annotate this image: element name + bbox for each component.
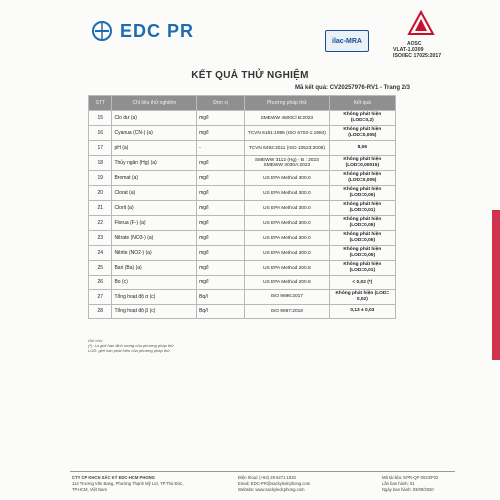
- cell-method: US EPA Method 300.0: [245, 171, 330, 186]
- cell-name: Florua (F-) (a): [112, 216, 197, 231]
- ilac-mra-badge: ilac-MRA: [325, 30, 369, 52]
- cell-result: < 0,02 (*): [329, 276, 395, 290]
- cell-method: US EPA Method 200.8: [245, 261, 330, 276]
- document-title: KẾT QUẢ THỬ NGHIỆM: [191, 70, 309, 81]
- cell-unit: Bq/l: [197, 289, 245, 304]
- cell-unit: mg/l: [197, 231, 245, 246]
- cell-stt: 17: [89, 141, 112, 156]
- edge-stamp-icon: [492, 210, 500, 360]
- table-row: [89, 186, 396, 201]
- cell-stt: 27: [89, 289, 112, 304]
- notes-title: Ghi chú:: [88, 338, 103, 343]
- cell-stt: 18: [89, 156, 112, 171]
- footer-doc-meta: [382, 475, 438, 493]
- cell-stt: 26: [89, 276, 112, 290]
- col-method: Phương pháp thử: [245, 96, 330, 111]
- cell-result: Không phát hiện (LOD=0,01): [329, 261, 395, 276]
- contact-email: Email: EDC-PR@sackyledcphong.com: [238, 481, 311, 486]
- table-row: [89, 141, 396, 156]
- aosc-accreditation: [393, 10, 463, 59]
- table-row: [89, 111, 396, 126]
- cell-unit: mg/l: [197, 126, 245, 141]
- cell-name: Clo dư (a): [112, 111, 197, 126]
- table-row: [89, 201, 396, 216]
- company-address: 114 Trương Văn Bang, Phường Thạnh Mỹ Lợi, TP.Thủ Đức,: [72, 481, 184, 486]
- cell-result: Không phát hiện (LOD=0,00015): [329, 156, 395, 171]
- cell-stt: 21: [89, 201, 112, 216]
- cell-unit: -: [197, 141, 245, 156]
- company-name: CTY CP KHCN SẮC KÝ EDC-HCM PHONG: [72, 475, 155, 480]
- cell-stt: 16: [89, 126, 112, 141]
- cell-result: Không phát hiện (LOD=0,005): [329, 126, 395, 141]
- cell-unit: mg/l: [197, 186, 245, 201]
- cell-unit: Bq/l: [197, 304, 245, 318]
- cell-stt: 23: [89, 231, 112, 246]
- cell-unit: mg/l: [197, 276, 245, 290]
- results-table: [88, 95, 396, 319]
- cell-result: Không phát hiện (LOD=0,2): [329, 111, 395, 126]
- cell-unit: mg/l: [197, 261, 245, 276]
- cell-stt: 22: [89, 216, 112, 231]
- cell-name: Bari (Ba) (a): [112, 261, 197, 276]
- doc-date: Ngày ban hành: 03/09/2020: [382, 487, 434, 492]
- notes: [88, 338, 396, 353]
- contact-website: Website: www.sackyledcphong.com: [238, 487, 305, 492]
- cell-result: 8,06: [329, 141, 395, 156]
- table-row: [89, 304, 396, 318]
- cell-method: US EPA Method 300.0: [245, 246, 330, 261]
- aosc-line-1: VLAT-1.0309: [393, 47, 424, 53]
- cell-unit: mg/l: [197, 171, 245, 186]
- cell-result: Không phát hiện (LOD=0,005): [329, 171, 395, 186]
- aosc-line-2: ISO/IEC 17025:2017: [393, 53, 442, 59]
- table-row: [89, 156, 396, 171]
- col-parameter: Chỉ tiêu thử nghiệm: [112, 96, 197, 111]
- cell-result: Không phát hiện (LOD=0,05): [329, 246, 395, 261]
- company-logo: [90, 20, 194, 42]
- footer-contact: [238, 475, 310, 493]
- cell-result: Không phát hiện (LOD=0,05): [329, 186, 395, 201]
- table-row: [89, 126, 396, 141]
- col-stt: STT: [89, 96, 112, 111]
- table-row: [89, 231, 396, 246]
- cell-unit: mg/l: [197, 156, 245, 171]
- table-row: [89, 171, 396, 186]
- cell-result: Không phát hiện (LOD=0,05): [329, 231, 395, 246]
- cell-name: Nitrate (NO3-) (a): [112, 231, 197, 246]
- cell-stt: 25: [89, 261, 112, 276]
- table-row: [89, 289, 396, 304]
- cell-name: Tổng hoạt độ α (c): [112, 289, 197, 304]
- cell-stt: 19: [89, 171, 112, 186]
- table-row: [89, 261, 396, 276]
- cell-name: Bromat (a): [112, 171, 197, 186]
- cell-method: TCVN 6181:1996 (ISO 6703-1:1984): [245, 126, 330, 141]
- cell-method: ISO 9696:2017: [245, 289, 330, 304]
- result-code: Mã kết quả: CV20257976-RV1 - Trang 2/3: [295, 85, 410, 91]
- cell-name: Tổng hoạt độ β (c): [112, 304, 197, 318]
- cell-result: Không phát hiện (LOD=0,05): [329, 216, 395, 231]
- doc-code: Mã tài liệu: EPR-QF-0023/F02: [382, 475, 439, 480]
- note-line: (*): Là giới hạn định lượng của phương pháp thử: [88, 343, 174, 348]
- cell-method: US EPA Method 300.0: [245, 186, 330, 201]
- footer-company: [72, 475, 184, 493]
- aosc-emblem-icon: [407, 10, 435, 36]
- table-row: [89, 246, 396, 261]
- cell-name: Clorit (a): [112, 201, 197, 216]
- logo-text: EDC PR: [120, 20, 195, 41]
- table-header-row: [89, 96, 396, 111]
- cell-name: Clorat (a): [112, 186, 197, 201]
- cell-method: US EPA Method 200.8: [245, 276, 330, 290]
- cell-stt: 28: [89, 304, 112, 318]
- edc-logo-icon: [90, 20, 114, 42]
- contact-phone: Điện thoại: (+84) 28 6271 1833: [238, 475, 296, 480]
- cell-name: Bo (c): [112, 276, 197, 290]
- cell-method: ISO 9697:2018: [245, 304, 330, 318]
- cell-stt: 24: [89, 246, 112, 261]
- cell-name: Nitrite (NO2-) (a): [112, 246, 197, 261]
- cell-method: US EPA Method 300.0: [245, 216, 330, 231]
- cell-method: US EPA Method 300.0: [245, 201, 330, 216]
- cell-unit: mg/l: [197, 216, 245, 231]
- cell-unit: mg/l: [197, 111, 245, 126]
- cell-unit: mg/l: [197, 246, 245, 261]
- cell-name: Cyanua (CN-) (a): [112, 126, 197, 141]
- cell-stt: 20: [89, 186, 112, 201]
- cell-method: SMEWW 4500Cl B:2023: [245, 111, 330, 126]
- cell-name: Thủy ngân (Hg) (a): [112, 156, 197, 171]
- table-row: [89, 216, 396, 231]
- cell-result: 0,13 ± 0,03: [329, 304, 395, 318]
- doc-issue: Lần ban hành: 01: [382, 481, 415, 486]
- footer-divider: [70, 471, 455, 472]
- col-result: Kết quả: [329, 96, 395, 111]
- cell-method: SMEWW 3112 (Hg) - B : 2023 SMEWW 3030A:2023: [245, 156, 330, 171]
- cell-method: US EPA Method 300.0: [245, 231, 330, 246]
- cell-method: TCVN 6492:2011 (ISO 10523:2008): [245, 141, 330, 156]
- cell-unit: mg/l: [197, 201, 245, 216]
- company-address-2: TP.HCM, Việt Nam: [72, 487, 107, 492]
- note-line: LOD: giới hạn phát hiện của phương pháp thử: [88, 348, 170, 353]
- table-row: [89, 276, 396, 290]
- cell-result: Không phát hiện (LOD=0,01): [329, 201, 395, 216]
- cell-result: Không phát hiện (LOD= 0,02): [329, 289, 395, 304]
- aosc-title: AOSC: [407, 41, 422, 47]
- cell-stt: 15: [89, 111, 112, 126]
- cell-name: pH (a): [112, 141, 197, 156]
- col-unit: Đơn vị: [197, 96, 245, 111]
